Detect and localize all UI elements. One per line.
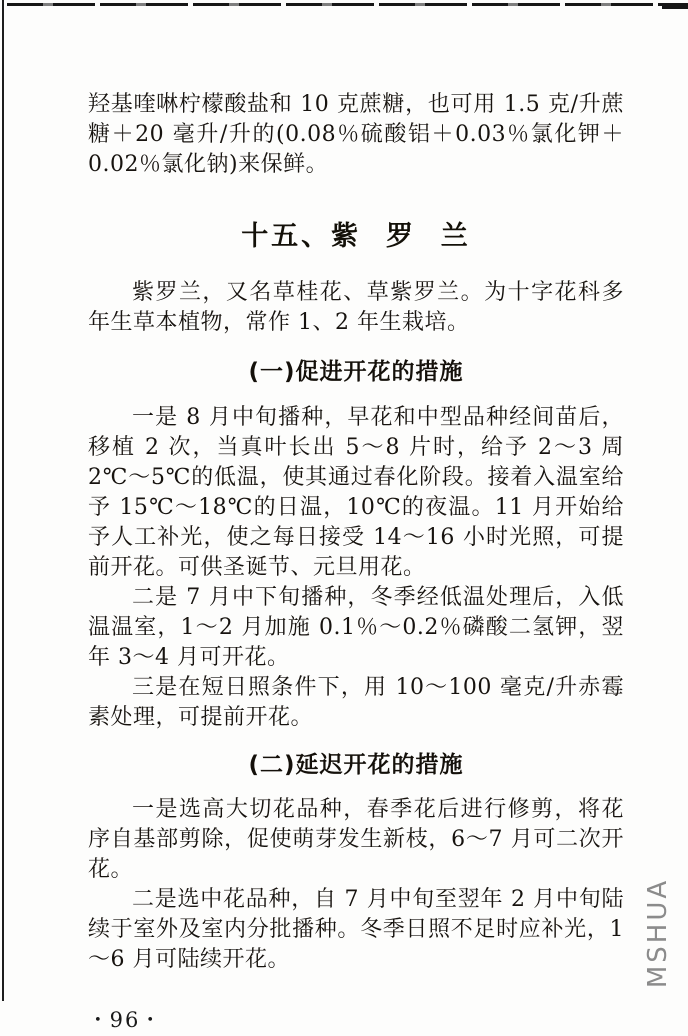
section-1-heading: (一)促进开花的措施	[248, 359, 464, 385]
page-number-right-dot: •	[146, 1013, 157, 1028]
section-2-paragraph-2: 二是选中花品种，自 7 月中旬至翌年 2 月中旬陆续于室外及室内分批播种。冬季日照不足时应补光，1～6 月可陆续开花。	[88, 887, 624, 972]
section-1-paragraph-3: 三是在短日照条件下，用 10～100 毫克/升赤霉素处理，可提前开花。	[88, 675, 624, 730]
intro-paragraph: 紫罗兰，又名草桂花、草紫罗兰。为十字花科多年生草本植物，常作 1、2 年生栽培。	[88, 280, 624, 335]
page-number	[88, 1005, 624, 1036]
watermark: MSHUA	[643, 877, 673, 989]
page-number-left-dot: •	[94, 1013, 104, 1028]
scan-left-edge-artifact	[2, 0, 4, 1001]
chapter-title: 十五、紫 罗 兰	[241, 221, 471, 252]
section-1-paragraph-1: 一是 8 月中旬播种，早花和中型品种经间苗后，移植 2 次，当真叶长出 5～8 片时，给予 2～3 周 2℃～5℃的低温，使其通过春化阶段。接着入温室给予 15℃～18℃的日温，10℃的夜温。11 月开始给予人工补光，使之每日接受 14～16 小时光照，可提前开花。可供圣诞节、元旦用花。	[88, 405, 624, 580]
page-number-value: 96	[109, 1008, 141, 1032]
page-text-column	[88, 0, 624, 1036]
section-2-paragraph-1: 一是选高大切花品种，春季花后进行修剪，将花序自基部剪除，促使萌芽发生新枝，6～7 月可二次开花。	[88, 797, 624, 882]
continued-paragraph: 羟基喹啉柠檬酸盐和 10 克蔗糖，也可用 1.5 克/升蔗糖＋20 毫升/升的(0.08％硫酸铝＋0.03％氯化钾＋0.02％氯化钠)来保鲜。	[88, 92, 624, 177]
section-1-paragraph-2: 二是 7 月中下旬播种，冬季经低温处理后，入低温温室，1～2 月加施 0.1％～0.2％磷酸二氢钾，翌年 3～4 月可开花。	[88, 585, 624, 670]
section-2-heading: (二)延迟开花的措施	[248, 752, 464, 778]
scan-top-edge-artifact-tail	[662, 6, 688, 9]
